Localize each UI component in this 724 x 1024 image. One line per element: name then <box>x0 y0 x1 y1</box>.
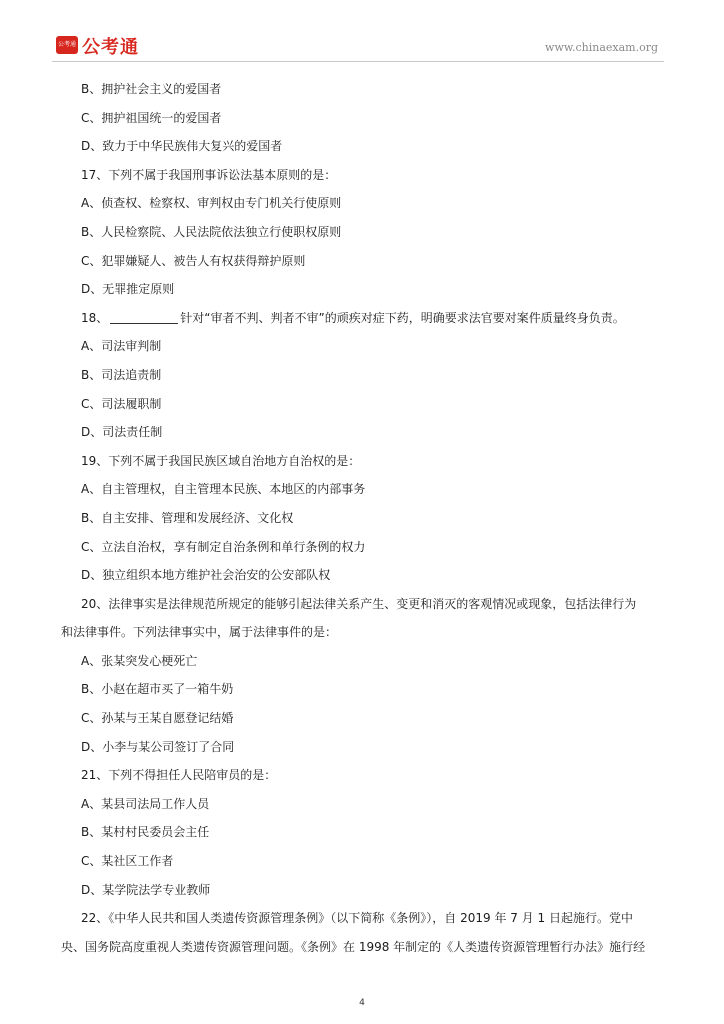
logo-badge: 公考通 <box>56 36 78 54</box>
option-16-b: B、拥护社会主义的爱国者 <box>81 82 222 96</box>
option-19-a: A、自主管理权，自主管理本民族、本地区的内部事务 <box>81 482 366 497</box>
question-19: 19、下列不属于我国民族区域自治地方自治权的是： <box>81 453 361 468</box>
option-20-b: B、小赵在超市买了一箱牛奶 <box>81 682 234 697</box>
option-20-a: A、张某突发心梗死亡 <box>81 653 198 668</box>
option-19-c: C、立法自治权，享有制定自治条例和单行条例的权力 <box>81 539 366 554</box>
option-21-d: D、某学院法学专业教师 <box>81 882 211 897</box>
option-18-c: C、司法履职制 <box>81 396 162 411</box>
question-17: 17、下列不属于我国刑事诉讼法基本原则的是： <box>81 167 337 182</box>
option-17-b: B、人民检察院、人民法院依法独立行使职权原则 <box>81 224 342 239</box>
option-20-c: C、孙某与王某自愿登记结婚 <box>81 711 234 726</box>
option-18-b: B、司法追责制 <box>81 367 162 382</box>
question-20: 20、法律事实是法律规范所规定的能够引起法律关系产生、变更和消灭的客观情况或现象，包括法律行为 <box>81 596 637 611</box>
option-17-d: D、无罪推定原则 <box>81 282 175 297</box>
option-21-b: B、某村村民委员会主任 <box>81 825 210 840</box>
option-21-a: A、某县司法局工作人员 <box>81 796 210 811</box>
document-body <box>61 75 681 961</box>
option-19-d: D、独立组织本地方维护社会治安的公安部队权 <box>81 568 331 583</box>
option-17-c: C、犯罪嫌疑人、被告人有权获得辩护原则 <box>81 253 306 268</box>
option-19-b: B、自主安排、管理和发展经济、文化权 <box>81 510 294 525</box>
logo-text: 公考通 <box>82 37 139 58</box>
option-16-c: C、拥护祖国统一的爱国者 <box>81 110 222 125</box>
question-22-cont: 央、国务院高度重视人类遗传资源管理问题。《条例》在 1998 年制定的《人类遗传资源管理暂行办法》施行经 <box>61 939 646 954</box>
question-18-text: 针对“审者不判、判者不审”的顽疾对症下药，明确要求法官要对案件质量终身负责。 <box>180 310 625 325</box>
option-18-d: D、司法责任制 <box>81 425 163 440</box>
site-url: www.chinaexam.org <box>545 41 658 54</box>
question-21: 21、下列不得担任人民陪审员的是： <box>81 768 277 783</box>
option-21-c: C、某社区工作者 <box>81 854 174 869</box>
question-20-cont: 和法律事件。下列法律事实中，属于法律事件的是： <box>61 625 338 640</box>
option-20-d: D、小李与某公司签订了合同 <box>81 739 235 754</box>
question-18-number: 18、 <box>81 310 109 325</box>
option-17-a: A、侦查权、检察权、审判权由专门机关行使原则 <box>81 196 342 211</box>
header-divider <box>52 61 664 62</box>
option-16-d: D、致力于中华民族伟大复兴的爱国者 <box>81 139 283 154</box>
answer-blank <box>110 311 178 324</box>
option-18-a: A、司法审判制 <box>81 339 162 354</box>
page-header <box>52 32 664 62</box>
question-22: 22、《中华人民共和国人类遗传资源管理条例》（以下简称《条例》），自 2019 年 7 月 1 日起施行。党中 <box>81 911 633 926</box>
question-18 <box>81 304 681 333</box>
page-number: 4 <box>359 998 365 1008</box>
